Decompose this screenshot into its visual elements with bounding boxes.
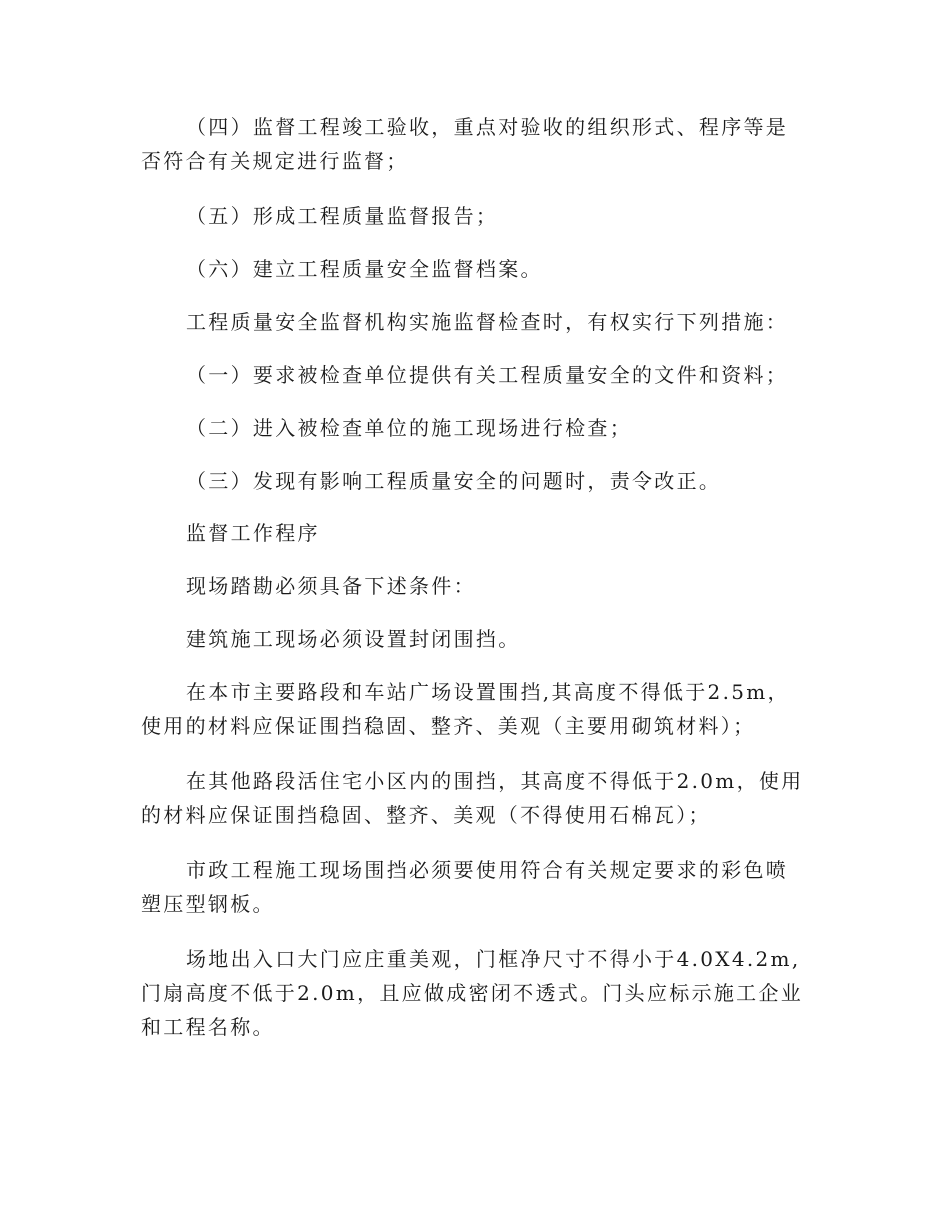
section-heading-procedure: 监督工作程序 bbox=[186, 521, 320, 545]
paragraph-inspection-measures-intro: 工程质量安全监督机构实施监督检查时，有权实行下列措施： bbox=[186, 310, 789, 334]
paragraph-site-gate: 场地出入口大门应庄重美观，门框净尺寸不得小于4.0X4.2m,门扇高度不低于2.0m，且应做成密闭不透式。门头应标示施工企业和工程名称。 bbox=[141, 947, 804, 1039]
paragraph-measure-documents: （一）要求被检查单位提供有关工程质量安全的文件和资料； bbox=[186, 363, 789, 387]
paragraph-enclosure-required: 建筑施工现场必须设置封闭围挡。 bbox=[186, 627, 521, 651]
paragraph-measure-site-inspection: （二）进入被检查单位的施工现场进行检查； bbox=[186, 416, 632, 440]
paragraph-other-road-enclosure: 在其他路段活住宅小区内的围挡，其高度不得低于2.0m，使用的材料应保证围挡稳固、整齐、美观（不得使用石棉瓦）； bbox=[141, 769, 804, 827]
paragraph-supervise-acceptance: （四）监督工程竣工验收，重点对验收的组织形式、程序等是否符合有关规定进行监督； bbox=[141, 115, 789, 173]
paragraph-site-survey-conditions: 现场踏勘必须具备下述条件： bbox=[186, 574, 476, 598]
paragraph-municipal-enclosure: 市政工程施工现场围挡必须要使用符合有关规定要求的彩色喷塑压型钢板。 bbox=[141, 858, 789, 916]
paragraph-main-road-enclosure: 在本市主要路段和车站广场设置围挡,其高度不得低于2.5m，使用的材料应保证围挡稳固、整齐、美观（主要用砌筑材料）； bbox=[141, 680, 790, 738]
paragraph-supervision-archive: （六）建立工程质量安全监督档案。 bbox=[186, 257, 543, 281]
paragraph-measure-rectification: （三）发现有影响工程质量安全的问题时，责令改正。 bbox=[186, 469, 722, 493]
paragraph-quality-report: （五）形成工程质量监督报告； bbox=[186, 204, 499, 228]
